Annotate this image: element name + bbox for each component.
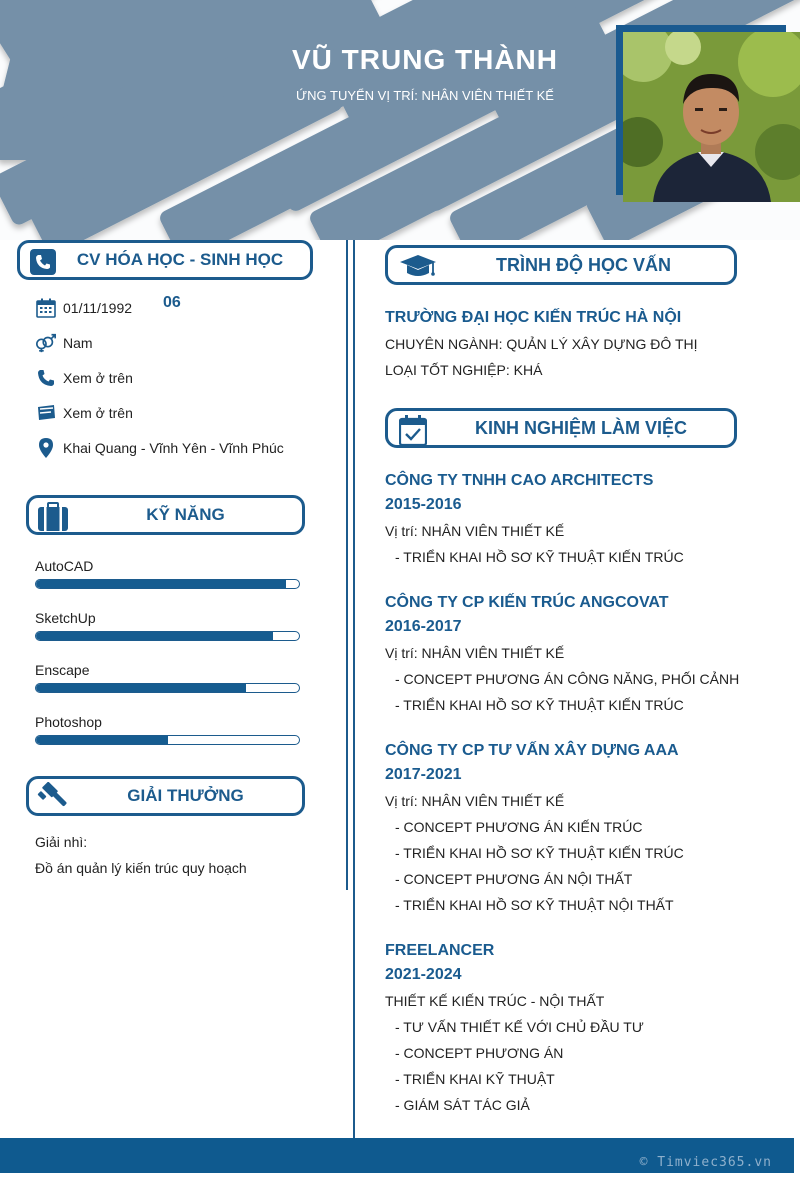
phone-row xyxy=(35,367,133,389)
job-task: - TRIỂN KHAI HỒ SƠ KỸ THUẬT KIẾN TRÚC xyxy=(395,697,684,713)
phone-badge-icon xyxy=(30,249,56,275)
phone-value: Xem ở trên xyxy=(63,370,133,386)
job-period: 2017-2021 xyxy=(385,766,462,783)
briefcase-icon xyxy=(37,502,69,532)
education-title: TRÌNH ĐỘ HỌC VẤN xyxy=(496,254,671,275)
skill-label: SketchUp xyxy=(35,610,96,626)
experience-title-box xyxy=(385,408,737,448)
email-value: Xem ở trên xyxy=(63,405,133,421)
job-task: - GIÁM SÁT TÁC GIẢ xyxy=(395,1097,530,1113)
job-company: CÔNG TY CP TƯ VẤN XÂY DỰNG AAA xyxy=(385,742,679,759)
job-company: FREELANCER xyxy=(385,942,495,959)
gender-row xyxy=(35,332,93,354)
graduation-cap-icon xyxy=(398,253,438,281)
job-role: Vị trí: NHÂN VIÊN THIẾT KẾ xyxy=(385,793,565,809)
watermark: © Timviec365.vn xyxy=(639,1155,772,1170)
education-title-box xyxy=(385,245,737,285)
job-company: CÔNG TY TNHH CAO ARCHITECTS xyxy=(385,472,654,489)
awards-title: GIẢI THƯỞNG xyxy=(127,786,244,805)
gavel-icon xyxy=(37,782,69,814)
skill-bar-enscape xyxy=(35,683,300,693)
major: CHUYÊN NGÀNH: QUẢN LÝ XÂY DỰNG ĐÔ THỊ xyxy=(385,336,698,352)
job-task: - TRIỂN KHAI HỒ SƠ KỸ THUẬT KIẾN TRÚC xyxy=(395,549,684,565)
job-task: - TRIỂN KHAI KỸ THUẬT xyxy=(395,1071,555,1087)
email-icon xyxy=(35,402,57,424)
skill-fill xyxy=(36,632,273,640)
skill-bar-sketchup xyxy=(35,631,300,641)
email-row xyxy=(35,402,133,424)
award-line: Đồ án quản lý kiến trúc quy hoạch xyxy=(35,860,247,876)
school-name: TRƯỜNG ĐẠI HỌC KIẾN TRÚC HÀ NỘI xyxy=(385,309,682,326)
job-task: - CONCEPT PHƯƠNG ÁN KIẾN TRÚC xyxy=(395,819,643,835)
address-value: Khai Quang - Vĩnh Yên - Vĩnh Phúc xyxy=(63,440,284,456)
awards-title-box xyxy=(26,776,305,816)
skill-bar-autocad xyxy=(35,579,300,589)
skills-title-box xyxy=(26,495,305,535)
right-column-divider xyxy=(353,240,355,1138)
job-task: - TRIỂN KHAI HỒ SƠ KỸ THUẬT NỘI THẤT xyxy=(395,897,674,913)
job-period: 2015-2016 xyxy=(385,496,462,513)
calendar-check-icon xyxy=(398,414,428,446)
skill-bar-photoshop xyxy=(35,735,300,745)
personal-title: CV HÓA HỌC - SINH HỌC xyxy=(76,250,284,269)
skill-fill xyxy=(36,684,246,692)
skill-fill xyxy=(36,736,168,744)
skill-fill xyxy=(36,580,286,588)
job-task: - CONCEPT PHƯƠNG ÁN CÔNG NĂNG, PHỐI CẢNH xyxy=(395,671,740,687)
job-company: CÔNG TY CP KIẾN TRÚC ANGCOVAT xyxy=(385,594,669,611)
gender-value: Nam xyxy=(63,335,93,351)
calendar-icon xyxy=(35,297,57,319)
award-line: Giải nhì: xyxy=(35,834,88,850)
skill-label: AutoCAD xyxy=(35,558,94,574)
job-task: - TƯ VẤN THIẾT KẾ VỚI CHỦ ĐẦU TƯ xyxy=(395,1019,644,1035)
candidate-name: VŨ TRUNG THÀNH xyxy=(292,44,558,75)
skill-label: Enscape xyxy=(35,662,90,678)
skill-label: Photoshop xyxy=(35,714,102,730)
applied-position: ỨNG TUYỂN VỊ TRÍ: NHÂN VIÊN THIẾT KẾ xyxy=(296,88,554,103)
skills-title: KỸ NĂNG xyxy=(146,505,225,524)
graduation-grade: LOẠI TỐT NGHIỆP: KHÁ xyxy=(385,362,543,378)
job-role: THIẾT KẾ KIẾN TRÚC - NỘI THẤT xyxy=(385,993,605,1009)
job-period: 2021-2024 xyxy=(385,966,462,983)
job-task: - CONCEPT PHƯƠNG ÁN xyxy=(395,1045,564,1061)
job-task: - CONCEPT PHƯƠNG ÁN NỘI THẤT xyxy=(395,871,633,887)
job-task: - TRIỂN KHAI HỒ SƠ KỸ THUẬT KIẾN TRÚC xyxy=(395,845,684,861)
location-pin-icon xyxy=(35,437,57,459)
job-role: Vị trí: NHÂN VIÊN THIẾT KẾ xyxy=(385,645,565,661)
age-value: 06 xyxy=(163,294,181,311)
personal-title-box xyxy=(17,240,313,280)
job-role: Vị trí: NHÂN VIÊN THIẾT KẾ xyxy=(385,523,565,539)
birthday-value: 01/11/1992 xyxy=(63,300,133,316)
profile-photo xyxy=(623,32,800,202)
experience-title: KINH NGHIỆM LÀM VIỆC xyxy=(474,417,687,438)
job-period: 2016-2017 xyxy=(385,618,462,635)
left-column-divider xyxy=(346,240,348,890)
phone-icon xyxy=(35,367,57,389)
birthday-row xyxy=(35,297,132,319)
gender-icon xyxy=(35,332,57,354)
address-row xyxy=(35,437,284,459)
